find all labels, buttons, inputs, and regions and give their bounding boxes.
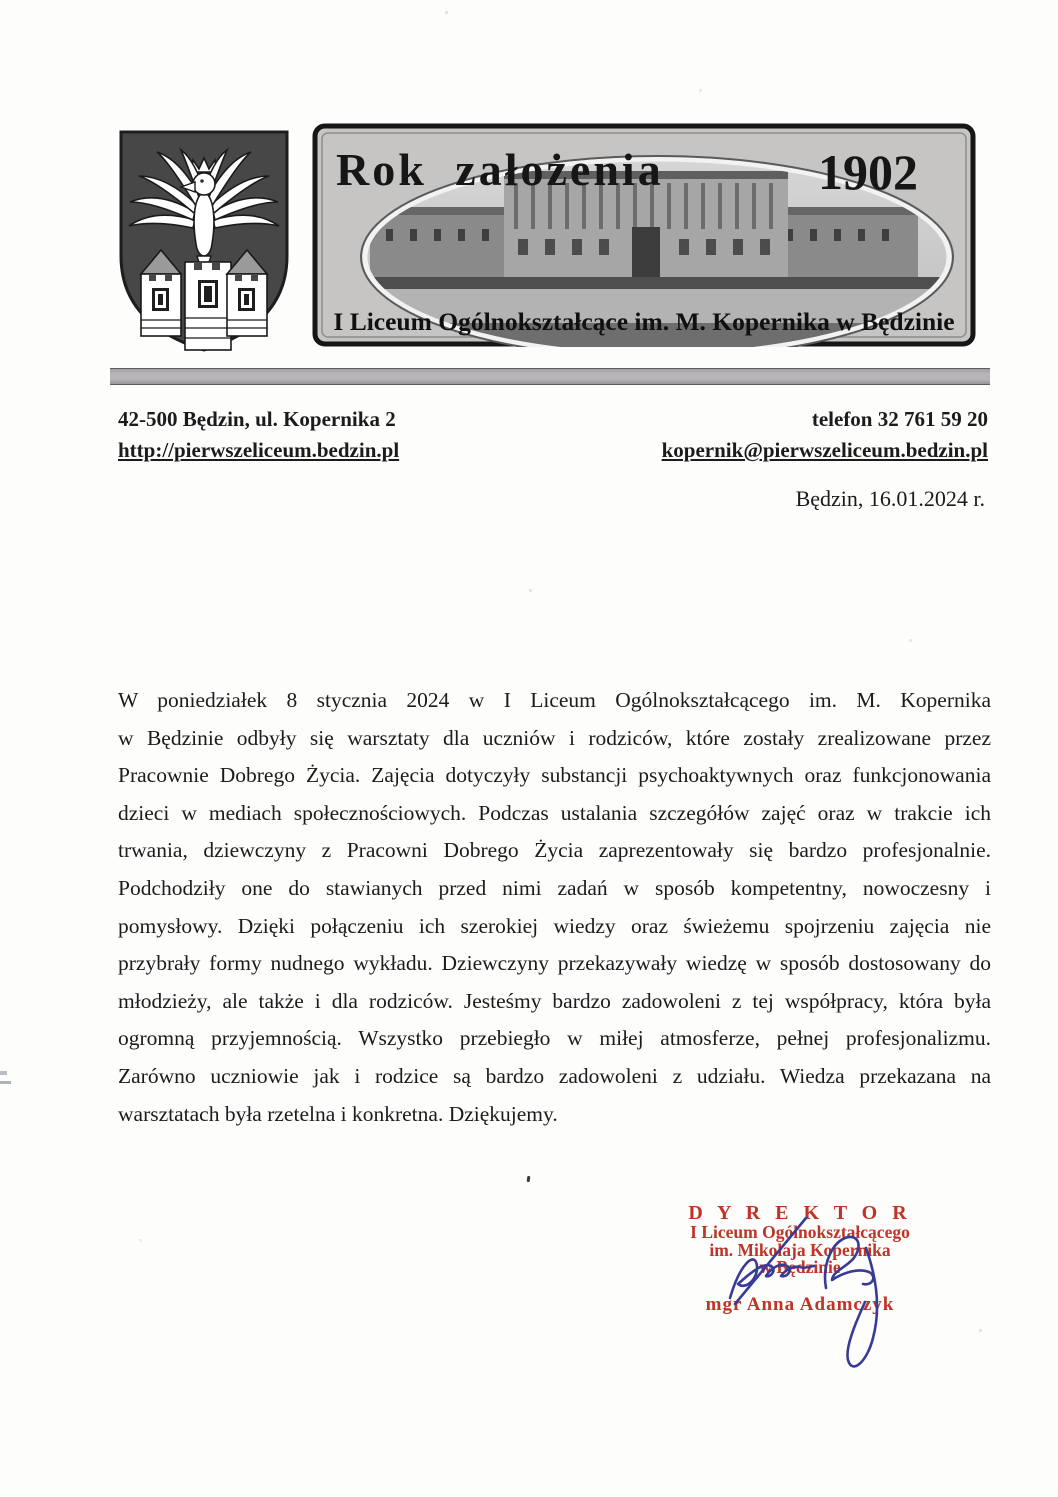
body-line: Zarówno uczniowie jak i rodzice są bardzo zadowoleni z udziału. Wiedza przekazana na (118, 1063, 991, 1088)
scan-edge-mark (0, 1081, 11, 1084)
school-name: I Liceum Ogólnokształcące im. M. Kopernika w Będzinie (333, 307, 955, 336)
body-line: Podchodziły one do stawianych przed nimi zadań w sposób kompetentny, nowoczesny i (118, 875, 991, 900)
contact-left-block (118, 404, 399, 466)
stamp-patron-line: im. Mikołaja Kopernika (709, 1239, 891, 1260)
body-line: Pracownie Dobrego Życia. Zajęcia dotyczyły substancji psychoaktywnych oraz funkcjonowania (118, 763, 991, 788)
school-email: kopernik@pierwszeliceum.bedzin.pl (661, 438, 988, 462)
stamp-signer-name: mgr Anna Adamczyk (705, 1293, 895, 1315)
dateline: Będzin, 16.01.2024 r. (795, 486, 985, 511)
contact-right-block (662, 404, 988, 466)
castle-towers-icon (141, 250, 267, 350)
body-line: dzieci w mediach społecznościowych. Podczas ustalania szczegółów zajęć oraz w trakcie ich (118, 800, 991, 825)
stamp-school-line: I Liceum Ogólnokształcącego (690, 1222, 910, 1242)
stamp-city-line: w Będzinie (759, 1257, 841, 1277)
body-line: pomysłowy. Dzięki połączeniu ich szerokiej wiedzy oraz świeżemu spojrzeniu zajęcia nie (118, 913, 991, 938)
school-website: http://pierwszeliceum.bedzin.pl (118, 438, 400, 462)
ink-speck (527, 1176, 531, 1182)
bedzin-coat-of-arms-icon (115, 128, 293, 354)
school-phone: telefon 32 761 59 20 (811, 407, 988, 431)
body-line: ogromną przyjemnością. Wszystko przebiegło w miłej atmosferze, pełnej profesjonalizmu. (118, 1026, 991, 1051)
body-line: w Będzinie odbyły się warsztaty dla uczniów i rodziców, które zostały zrealizowane przez (118, 725, 991, 750)
school-address: 42-500 Będzin, ul. Kopernika 2 (118, 407, 396, 431)
letterhead (0, 0, 1058, 360)
header-divider-bar (110, 368, 990, 385)
body-line: przybrały formy nudnego wykładu. Dziewczyny przekazywały wiedzę w sposób dostosowany do (118, 951, 991, 976)
school-banner (312, 123, 976, 347)
scan-edge-mark (0, 1071, 7, 1075)
letter-body (118, 682, 991, 1133)
body-line: warsztatach była rzetelna i konkretna. Dziękujemy. (118, 1101, 558, 1126)
founding-year-value: 1902 (818, 144, 918, 200)
body-line: W poniedziałek 8 stycznia 2024 w I Liceum Ogólnokształcącego im. M. Kopernika (118, 688, 991, 712)
body-line: młodzieży, ale także i dla rodziców. Jesteśmy bardzo zadowoleni z tej współpracy, która była (118, 988, 991, 1013)
founding-year-label: Rok założenia (336, 144, 664, 195)
stamp-title: D Y R E K T O R (688, 1202, 912, 1224)
body-line: trwania, dziewczyny z Pracowni Dobrego Życia zaprezentowały się bardzo profesjonalnie. (118, 838, 991, 863)
director-stamp (650, 1202, 950, 1315)
